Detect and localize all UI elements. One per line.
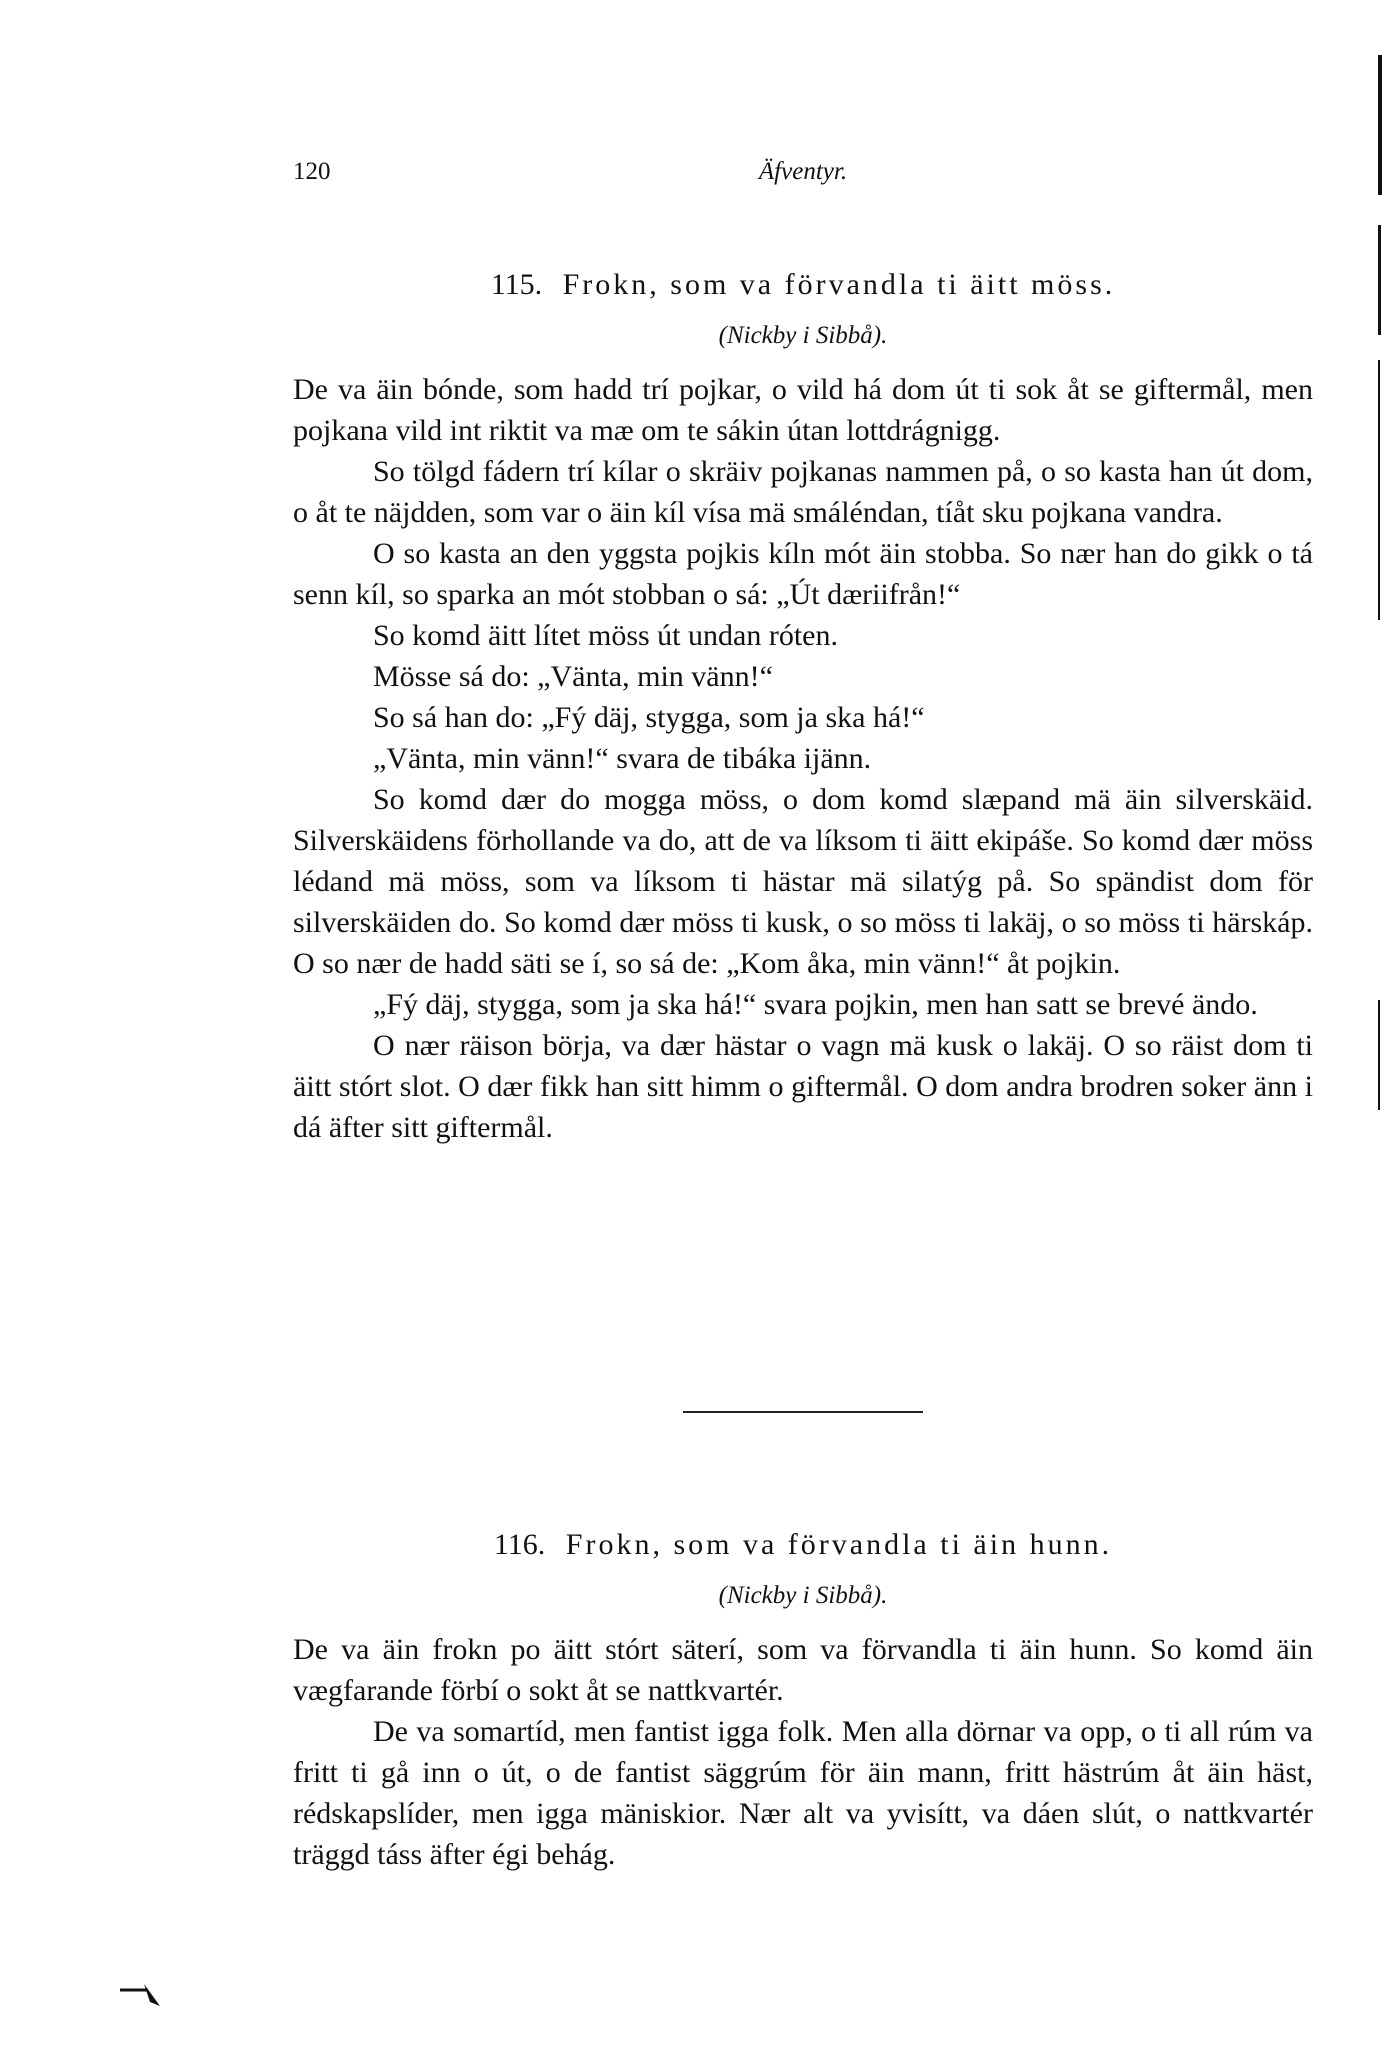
scan-edge-rule bbox=[1378, 1000, 1380, 1110]
page-number: 120 bbox=[293, 158, 331, 185]
story-number: 115. bbox=[490, 268, 543, 301]
page-header bbox=[293, 158, 1313, 198]
running-title: Äfventyr. bbox=[758, 158, 848, 185]
scan-edge-rule bbox=[1378, 360, 1380, 620]
story-title-text: Frokn, som va förvandla ti äin hunn. bbox=[565, 1528, 1113, 1561]
paragraph: „Vänta, min vänn!“ svara de tibáka ijänn. bbox=[373, 742, 872, 775]
section-divider bbox=[683, 1411, 923, 1413]
story-source: (Nickby i Sibbå). bbox=[718, 322, 888, 349]
paragraph: Mösse sá do: „Vänta, min vänn!“ bbox=[373, 660, 773, 693]
paragraph: So komd äitt lítet möss út undan róten. bbox=[373, 619, 838, 652]
scan-edge-rule bbox=[1378, 55, 1382, 195]
paragraph: So tölgd fádern trí kílar o skräiv pojkanas nammen på, o so kasta han út dom, o åt te näjdden, som var o äin kíl vísa mä smáléndan, tíåt sku pojkana vandra. bbox=[293, 455, 1313, 529]
story-source: (Nickby i Sibbå). bbox=[718, 1582, 888, 1609]
scan-edge-rule bbox=[1378, 225, 1381, 335]
story-number: 116. bbox=[493, 1528, 546, 1561]
paragraph: De va somartíd, men fantist igga folk. Men alla dörnar va opp, o ti all rúm va fritt ti gå inn o út, o de fantist säggrúm för äin mann, fritt hästrúm åt äin häst, rédskapslíder, men igga mäniskior. Nær alt va yvisítt, va dáen slút, o nattkvartér träggd táss äfter égi behág. bbox=[293, 1715, 1313, 1871]
paragraph: So sá han do: „Fý däj, stygga, som ja ska há!“ bbox=[373, 701, 925, 734]
paragraph: De va äin bónde, som hadd trí pojkar, o vild há dom út ti sok åt se giftermål, men pojkana vild int riktit va mæ om te sákin útan lottdrágnigg. bbox=[293, 373, 1313, 447]
paragraph: De va äin frokn po äitt stórt säterí, som va förvandla ti äin hunn. So komd äin vægfarande förbí o sokt åt se nattkvartér. bbox=[293, 1633, 1313, 1707]
paragraph: O so kasta an den yggsta pojkis kíln mót äin stobba. So nær han do gikk o tá senn kíl, so sparka an mót stobban o sá: „Út dæriifrån!“ bbox=[293, 537, 1313, 611]
paragraph: „Fý däj, stygga, som ja ska há!“ svara pojkin, men han satt se brevé ändo. bbox=[373, 988, 1258, 1021]
story-title bbox=[293, 264, 1313, 305]
story-116 bbox=[293, 1524, 1313, 1875]
paragraph: O nær räison börja, va dær hästar o vagn mä kusk o lakäj. O so räist dom ti äitt stórt slot. O dær fikk han sitt himm o giftermål. O dom andra brodren soker änn i dá äfter sitt giftermål. bbox=[293, 1029, 1313, 1144]
story-title bbox=[293, 1524, 1313, 1565]
story-title-text: Frokn, som va förvandla ti äitt möss. bbox=[562, 268, 1116, 301]
paragraph: So komd dær do mogga möss, o dom komd slæpand mä äin silverskäid. Silverskäidens förhollande va do, att de va líksom ti äitt ekipáše. So komd dær möss lédand mä möss, som va líksom ti hästar mä silatýg på. So spändist dom för silverskäiden do. So komd dær möss ti kusk, o so möss ti lakäj, o so möss ti härskáp. O so nær de hadd säti se í, so sá de: „Kom åka, min vänn!“ åt pojkin. bbox=[293, 783, 1313, 980]
corner-arrow-icon bbox=[120, 1978, 180, 2018]
story-115 bbox=[293, 264, 1313, 1148]
